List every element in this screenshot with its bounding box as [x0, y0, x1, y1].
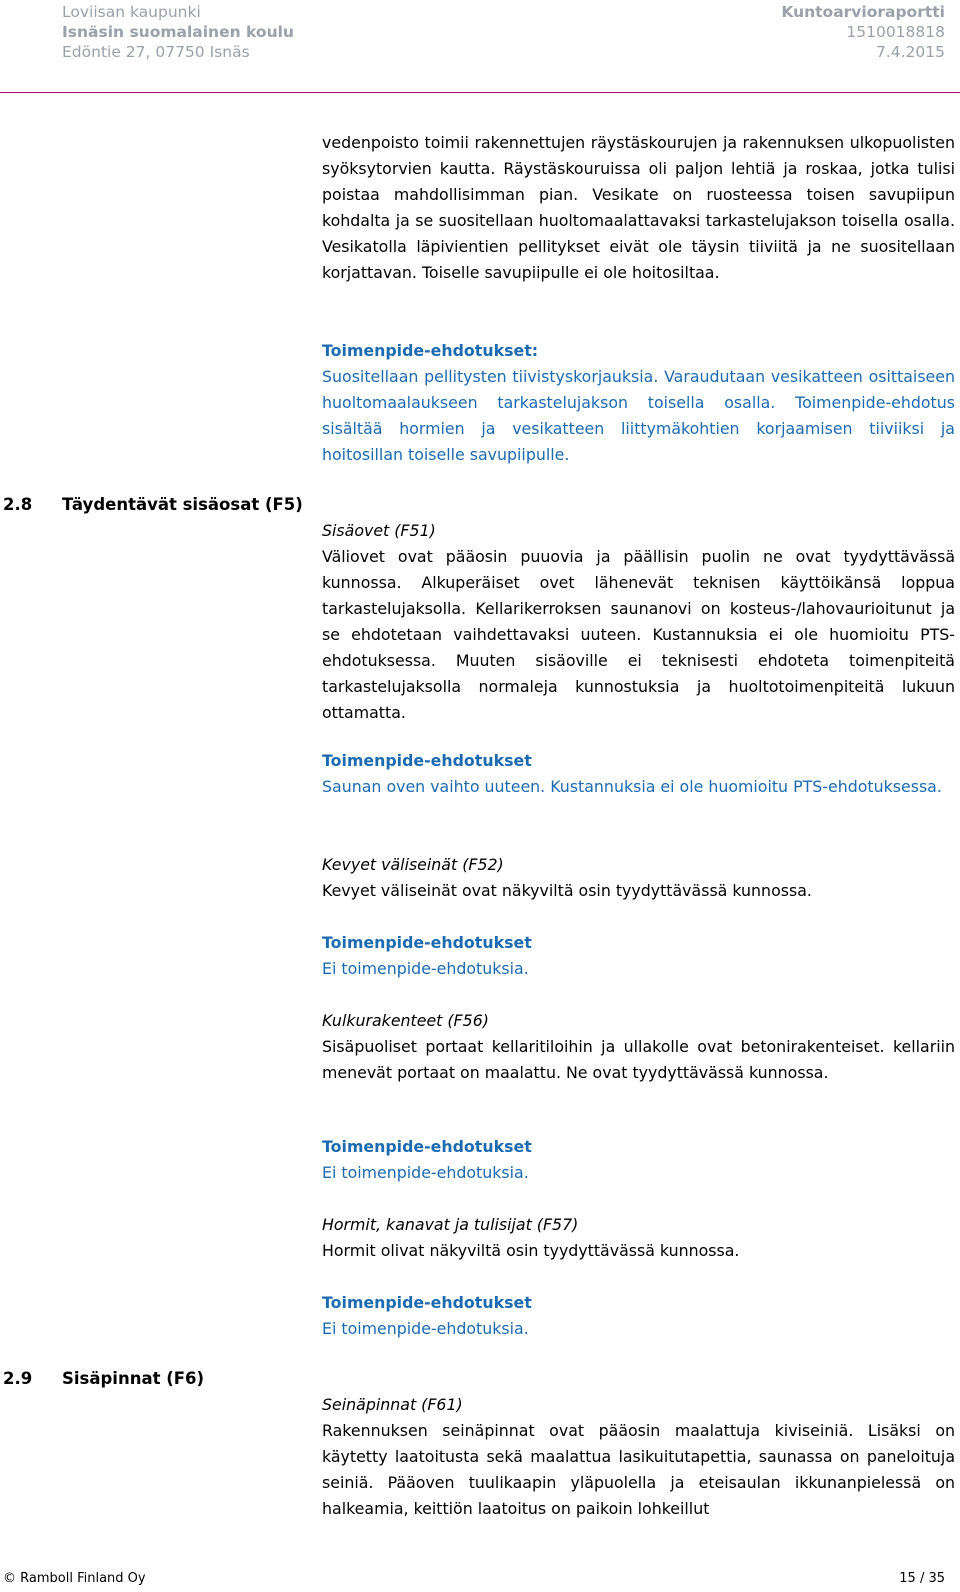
subsection-text: Väliovet ovat pääosin puuovia ja päällisin puolin ne ovat tyydyttävässä kunnossa. Alkuperäiset ovet lähenevät teknisen käyttöikänsä loppua tarkastelujaksolla. Kellarikerroksen saunanovi on kosteus-/lahovaurioitunut ja se ehdotetaan vaihdettavaksi uuteen. Kustannuksia ei ole huomioitu PTS-ehdotuksessa. Muuten sisäoville ei teknisesti ehdoteta toimenpiteitä tarkastelujaksolla normaleja kunnostuksia ja huoltotoimenpiteitä lukuun ottamatta.	[322, 547, 955, 722]
subsection-kulkurakenteet	[322, 1008, 955, 1086]
roof-paragraph: vedenpoisto toimii rakennettujen räystäskourujen ja rakennuksen ulkopuolisten syöksytorvien kautta. Räystäskouruissa oli paljon lehtiä ja roskaa, jotka tulisi poistaa mahdollisimman pian. Vesikate on ruosteessa toisen savupiipun kohdalta ja se suositellaan huoltomaalattavaksi tarkastelujakson toisella osalla. Vesikatolla läpivientien pellitykset eivät ole täysin tiiviitä ja ne suositellaan korjattavan. Toiselle savupiipulle ei ole hoitosiltaa.	[322, 133, 955, 282]
subsection-sisaovet	[322, 518, 955, 726]
section-title: Sisäpinnat (F6)	[62, 1369, 205, 1388]
section-number: 2.8	[3, 495, 33, 514]
section-heading-2-9	[3, 1366, 204, 1392]
subsection-text: Rakennuksen seinäpinnat ovat pääosin maalattuja kiviseiniä. Lisäksi on käytetty laatoitusta sekä maalattua lasikuitutapettia, saunassa on paneloituja seiniä. Pääoven tuulikaapin yläpuolella ja eteisaulan ikkunanpielessä on halkeamia, keittiön laatoitus on paikoin lohkeillut	[322, 1421, 955, 1518]
section-title: Täydentävät sisäosat (F5)	[62, 495, 303, 514]
subsection-title: Sisäovet (F51)	[322, 521, 436, 540]
header-divider	[0, 92, 960, 93]
subsection-text: Sisäpuoliset portaat kellaritiloihin ja ullakolle ovat betonirakenteiset. kellariin menevät portaat on maalattu. Ne ovat tyydyttävässä kunnossa.	[322, 1037, 955, 1082]
subsection-hormit-actions	[322, 1290, 955, 1342]
action-text: Saunan oven vaihto uuteen. Kustannuksia ei ole huomioitu PTS-ehdotuksessa.	[322, 777, 942, 796]
roof-continued-block	[322, 130, 955, 286]
action-heading: Toimenpide-ehdotukset	[322, 933, 532, 952]
roof-action-text: Suositellaan pellitysten tiivistyskorjauksia. Varaudutaan vesikatteen osittaiseen huoltomaalaukseen tarkastelujakson toisella osalla. Toimenpide-ehdotus sisältää hormien ja vesikatteen liittymäkohtien korjaamisen tiiviiksi ja hoitosillan toiselle savupiipulle.	[322, 367, 955, 464]
subsection-kevyet-valiseinat-actions	[322, 930, 955, 982]
footer-page-number: 15 / 35	[899, 1571, 945, 1586]
header-report-number: 1510018818	[846, 23, 945, 41]
action-text: Ei toimenpide-ehdotuksia.	[322, 1163, 529, 1182]
section-number: 2.9	[3, 1369, 33, 1388]
page-header	[0, 0, 960, 96]
subsection-kevyet-valiseinat	[322, 852, 955, 904]
action-heading: Toimenpide-ehdotukset	[322, 1137, 532, 1156]
header-report-title: Kuntoarvioraportti	[781, 3, 945, 21]
action-text: Ei toimenpide-ehdotuksia.	[322, 1319, 529, 1338]
header-left	[62, 2, 294, 62]
subsection-text: Kevyet väliseinät ovat näkyviltä osin tyydyttävässä kunnossa.	[322, 881, 812, 900]
footer-copyright: © Ramboll Finland Oy	[3, 1571, 146, 1586]
header-address: Edöntie 27, 07750 Isnäs	[62, 43, 250, 61]
header-right	[781, 2, 945, 62]
action-heading: Toimenpide-ehdotukset	[322, 751, 532, 770]
subsection-title: Seinäpinnat (F61)	[322, 1395, 463, 1414]
subsection-title: Kulkurakenteet (F56)	[322, 1011, 489, 1030]
header-report-date: 7.4.2015	[875, 43, 945, 61]
action-text: Ei toimenpide-ehdotuksia.	[322, 959, 529, 978]
subsection-seinapinnat	[322, 1392, 955, 1522]
action-heading: Toimenpide-ehdotukset	[322, 1293, 532, 1312]
header-org: Loviisan kaupunki	[62, 3, 201, 21]
subsection-hormit	[322, 1212, 955, 1264]
subsection-sisaovet-actions	[322, 748, 955, 800]
subsection-text: Hormit olivat näkyviltä osin tyydyttävässä kunnossa.	[322, 1241, 740, 1260]
header-school: Isnäsin suomalainen koulu	[62, 23, 294, 41]
subsection-title: Hormit, kanavat ja tulisijat (F57)	[322, 1215, 579, 1234]
section-heading-2-8	[3, 492, 303, 518]
roof-actions-block	[322, 338, 955, 468]
roof-action-heading: Toimenpide-ehdotukset:	[322, 341, 539, 360]
subsection-title: Kevyet väliseinät (F52)	[322, 855, 504, 874]
subsection-kulkurakenteet-actions	[322, 1134, 955, 1186]
